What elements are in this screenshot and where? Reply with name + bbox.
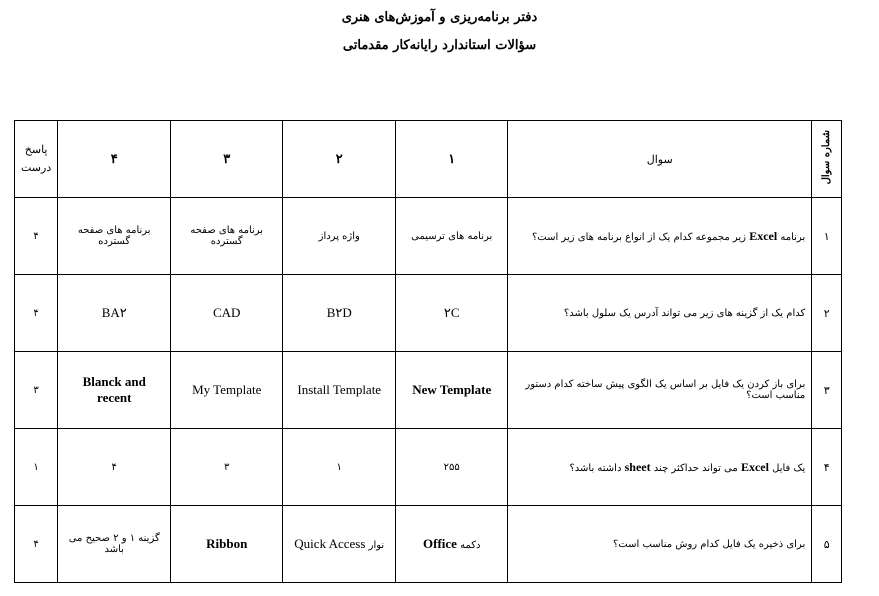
option-1: برنامه های ترسیمی [396,198,508,275]
header-option-3: ۳ [171,121,283,198]
option-1: ۲۵۵ [396,429,508,506]
correct-answer: ۴ [15,506,58,583]
option-1: New Template [396,352,508,429]
header-question-number: شماره سوال [812,121,842,198]
option-3: برنامه های صفحه گسترده [171,198,283,275]
question-text: یک فایل Excel می تواند حداکثر چند sheet داشته باشد؟ [508,429,812,506]
option-1: دکمه Office [396,506,508,583]
table-row [15,275,842,352]
question-number: ۱ [812,198,842,275]
option-2: ۱ [283,429,396,506]
option-3: CAD [171,275,283,352]
correct-answer: ۳ [15,352,58,429]
option-4: BA۲ [58,275,171,352]
questions-table [14,120,842,583]
option-3: ۳ [171,429,283,506]
header-option-1: ۱ [396,121,508,198]
option-2: نوار Quick Access [283,506,396,583]
question-text: برای ذخیره یک فایل کدام روش مناسب است؟ [508,506,812,583]
header-correct-answer: پاسخ درست [15,121,58,198]
question-number: ۳ [812,352,842,429]
option-2: واژه پرداز [283,198,396,275]
header-option-2: ۲ [283,121,396,198]
question-text: برای باز کردن یک فایل بر اساس یک الگوی پیش ساخته کدام دستور مناسب است؟ [508,352,812,429]
option-4: ۴ [58,429,171,506]
table-row [15,506,842,583]
option-1: ۲C [396,275,508,352]
option-3: Ribbon [171,506,283,583]
question-number: ۴ [812,429,842,506]
header-option-4: ۴ [58,121,171,198]
option-4: برنامه های صفحه گسترده [58,198,171,275]
table-header-row [15,121,842,198]
option-2: Install Template [283,352,396,429]
table-row [15,429,842,506]
document-title: دفتر برنامه‌ریزی و آموزش‌های هنری [341,10,538,25]
question-number: ۲ [812,275,842,352]
question-text: برنامه Excel زیر مجموعه کدام یک از انواع برنامه های زیر است؟ [508,198,812,275]
document-subtitle: سؤالات استاندارد رایانه‌کار مقدماتی [342,38,537,53]
option-4: گزینه ۱ و ۲ صحیح می باشد [58,506,171,583]
question-number: ۵ [812,506,842,583]
option-4: Blanck and recent [58,352,171,429]
option-2: B۲D [283,275,396,352]
table-row [15,198,842,275]
correct-answer: ۴ [15,198,58,275]
option-3: My Template [171,352,283,429]
question-text: کدام یک از گزینه های زیر می تواند آدرس یک سلول باشد؟ [508,275,812,352]
correct-answer: ۴ [15,275,58,352]
table-row [15,352,842,429]
header-question: سوال [508,121,812,198]
correct-answer: ۱ [15,429,58,506]
